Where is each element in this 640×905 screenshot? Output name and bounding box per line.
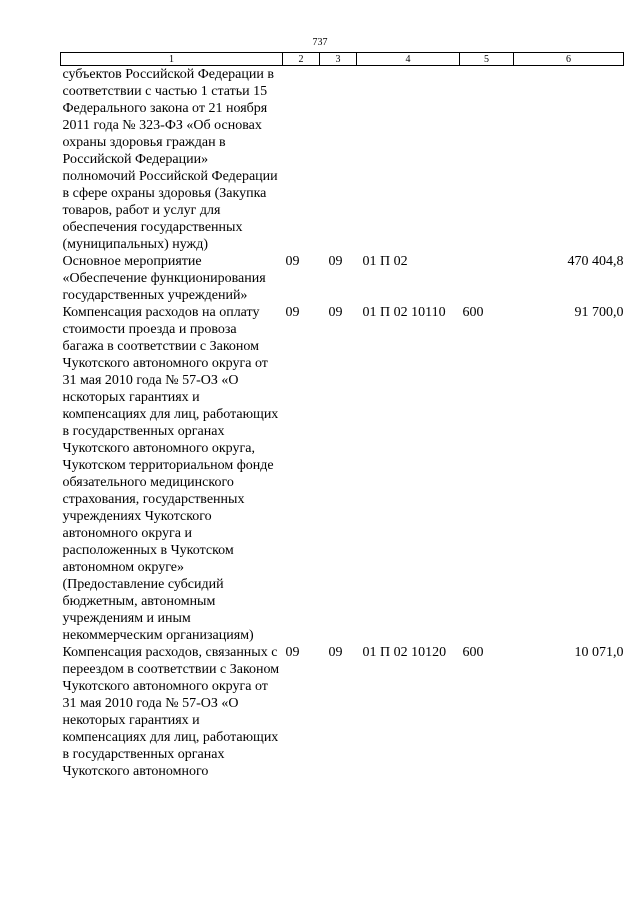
budget-table [60, 52, 624, 780]
header-col-2: 2 [283, 53, 320, 66]
row-subsection: 09 [328, 305, 343, 320]
row-name: Основное мероприятие «Обеспечение функционирования государственных учреждений» [62, 254, 266, 303]
row-name: Компенсация расходов на оплату стоимости проезда и провоза багажа в соответствии с Законом Чукотского автономного округа от 31 мая 2010 года № 57-ОЗ «О нскоторых гарантиях и компенсациях для лиц, работающих в государственных органах Чукотского автономного округа, Чукотском территориальном фонде обязательного медицинского страхования, государственных учреждениях Чукотского автономного округа и расположенных в Чукотском автономном округе» (Предоставление субсидий бюджетным, автономным учреждениям и иным некоммерческим организациям) [62, 305, 279, 643]
row-amount: 91 700,0 [574, 305, 624, 320]
table-row [61, 253, 624, 304]
row-section: 09 [285, 645, 300, 660]
table-row [61, 66, 624, 254]
header-col-1: 1 [61, 53, 283, 66]
row-target-article: 01 П 02 10120 [362, 645, 447, 660]
table-row [61, 304, 624, 644]
row-subsection [320, 66, 357, 254]
row-section [283, 66, 320, 254]
row-section: 09 [285, 305, 300, 320]
row-expense-type [460, 66, 514, 254]
row-expense-type: 600 [462, 645, 484, 660]
row-amount: 10 071,0 [574, 645, 624, 660]
row-expense-type [460, 253, 514, 304]
row-subsection: 09 [328, 254, 343, 269]
table-row [61, 644, 624, 780]
row-target-article [357, 66, 460, 254]
row-name: субъектов Российской Федерации в соответствии с частью 1 статьи 15 Федерального закона от 21 ноября 2011 года № 323-ФЗ «Об основах охраны здоровья граждан в Российской Федерации» полномочий Российской Федерации в сфере охраны здоровья (Закупка товаров, работ и услуг для обеспечения государственных (муниципальных) нужд) [62, 67, 278, 252]
header-col-4: 4 [357, 53, 460, 66]
header-col-3: 3 [320, 53, 357, 66]
page-number: 737 [312, 37, 328, 48]
header-col-5: 5 [460, 53, 514, 66]
row-subsection: 09 [328, 645, 343, 660]
row-amount [514, 66, 624, 254]
table-header [61, 53, 624, 66]
row-target-article: 01 П 02 [362, 254, 408, 269]
row-amount: 470 404,8 [567, 254, 624, 269]
row-section: 09 [285, 254, 300, 269]
row-name: Компенсация расходов, связанных с переездом в соответствии с Законом Чукотского автономного округа от 31 мая 2010 года № 57-ОЗ «О некоторых гарантиях и компенсациях для лиц, работающих в государственных органах Чукотского автономного [62, 645, 280, 779]
row-expense-type: 600 [462, 305, 484, 320]
header-col-6: 6 [514, 53, 624, 66]
row-target-article: 01 П 02 10110 [362, 305, 446, 320]
